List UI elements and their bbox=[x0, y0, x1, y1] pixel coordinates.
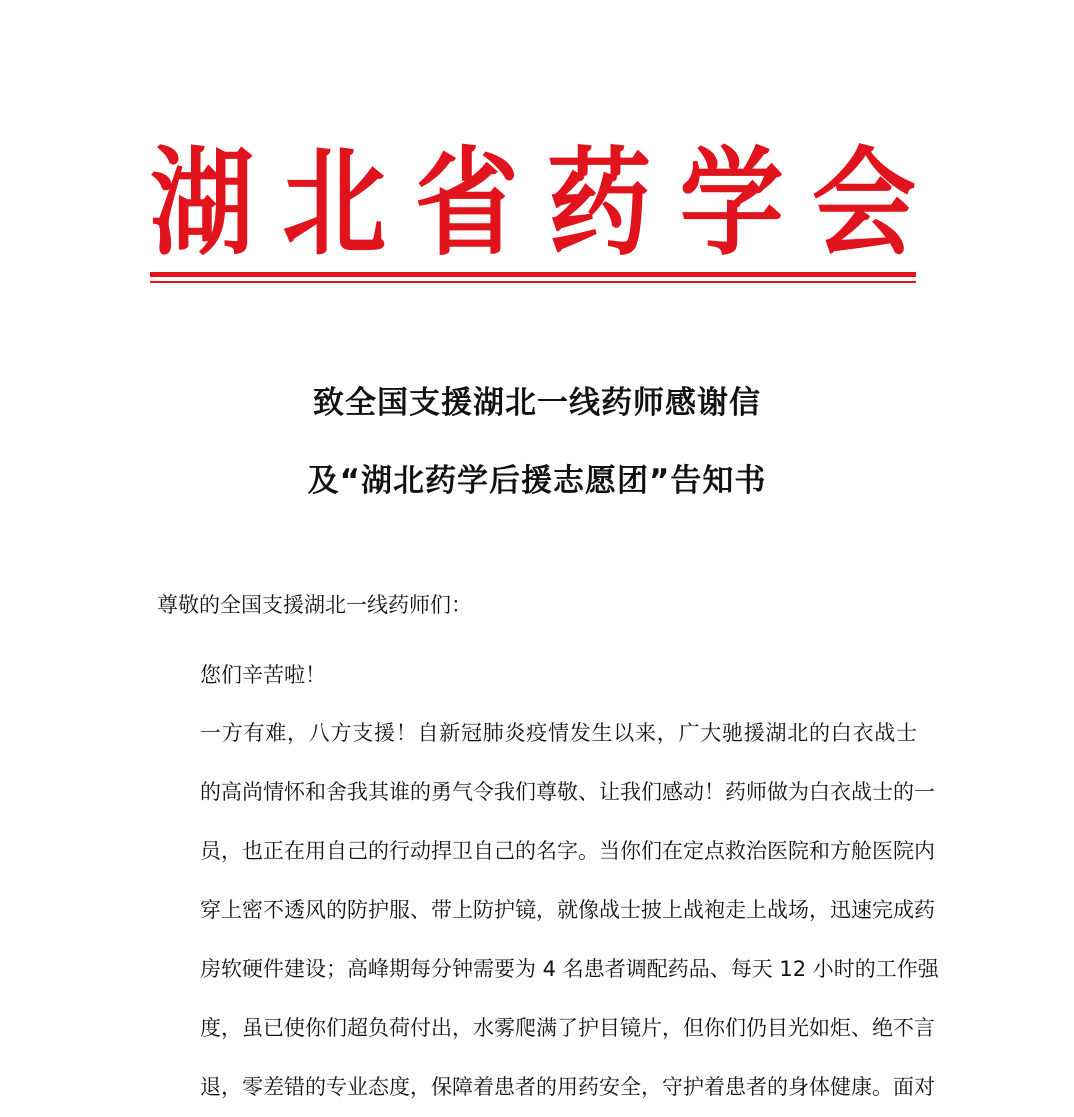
body-line: 度，虽已使你们超负荷付出，水雾爬满了护目镜片，但你们仍目光如炬、绝不言 bbox=[200, 1016, 935, 1040]
masthead-char: 学 bbox=[679, 133, 784, 272]
opening-paragraph bbox=[157, 646, 917, 705]
body-line: 穿上密不透风的防护服、带上防护镜，就像战士披上战袍走上战场，迅速完成药 bbox=[200, 898, 935, 922]
letter-title-line-2: 及“湖北药学后援志愿团”告知书 bbox=[307, 463, 767, 499]
body-line: 房软硬件建设；高峰期每分钟需要为 4 名患者调配药品、每天 12 小时的工作强 bbox=[200, 957, 939, 981]
opening-line: 您们辛苦啦！ bbox=[200, 663, 326, 687]
masthead-rule-thick bbox=[150, 272, 916, 277]
body-line: 员，也正在用自己的行动捍卫自己的名字。当你们在定点救治医院和方舱医院内 bbox=[200, 839, 935, 863]
masthead-char: 会 bbox=[811, 133, 916, 272]
masthead-rule-thin bbox=[150, 281, 916, 283]
masthead-char: 湖 bbox=[150, 133, 255, 272]
body-paragraph bbox=[157, 704, 939, 1117]
letter-title-line-1: 致全国支援湖北一线药师感谢信 bbox=[313, 385, 761, 421]
masthead-char: 药 bbox=[547, 133, 652, 272]
body-line: 退，零差错的专业态度，保障着患者的用药安全，守护着患者的身体健康。面对 bbox=[200, 1075, 935, 1099]
masthead-char: 省 bbox=[414, 133, 519, 272]
body-line: 一方有难，八方支援！自新冠肺炎疫情发生以来，广大驰援湖北的白衣战士 bbox=[200, 721, 917, 745]
masthead-char: 北 bbox=[282, 133, 387, 272]
letter-salutation: 尊敬的全国支援湖北一线药师们： bbox=[157, 593, 472, 617]
body-line: 的高尚情怀和舍我其谁的勇气令我们尊敬、让我们感动！药师做为白衣战士的一 bbox=[200, 780, 935, 804]
masthead-org-name bbox=[150, 133, 916, 272]
